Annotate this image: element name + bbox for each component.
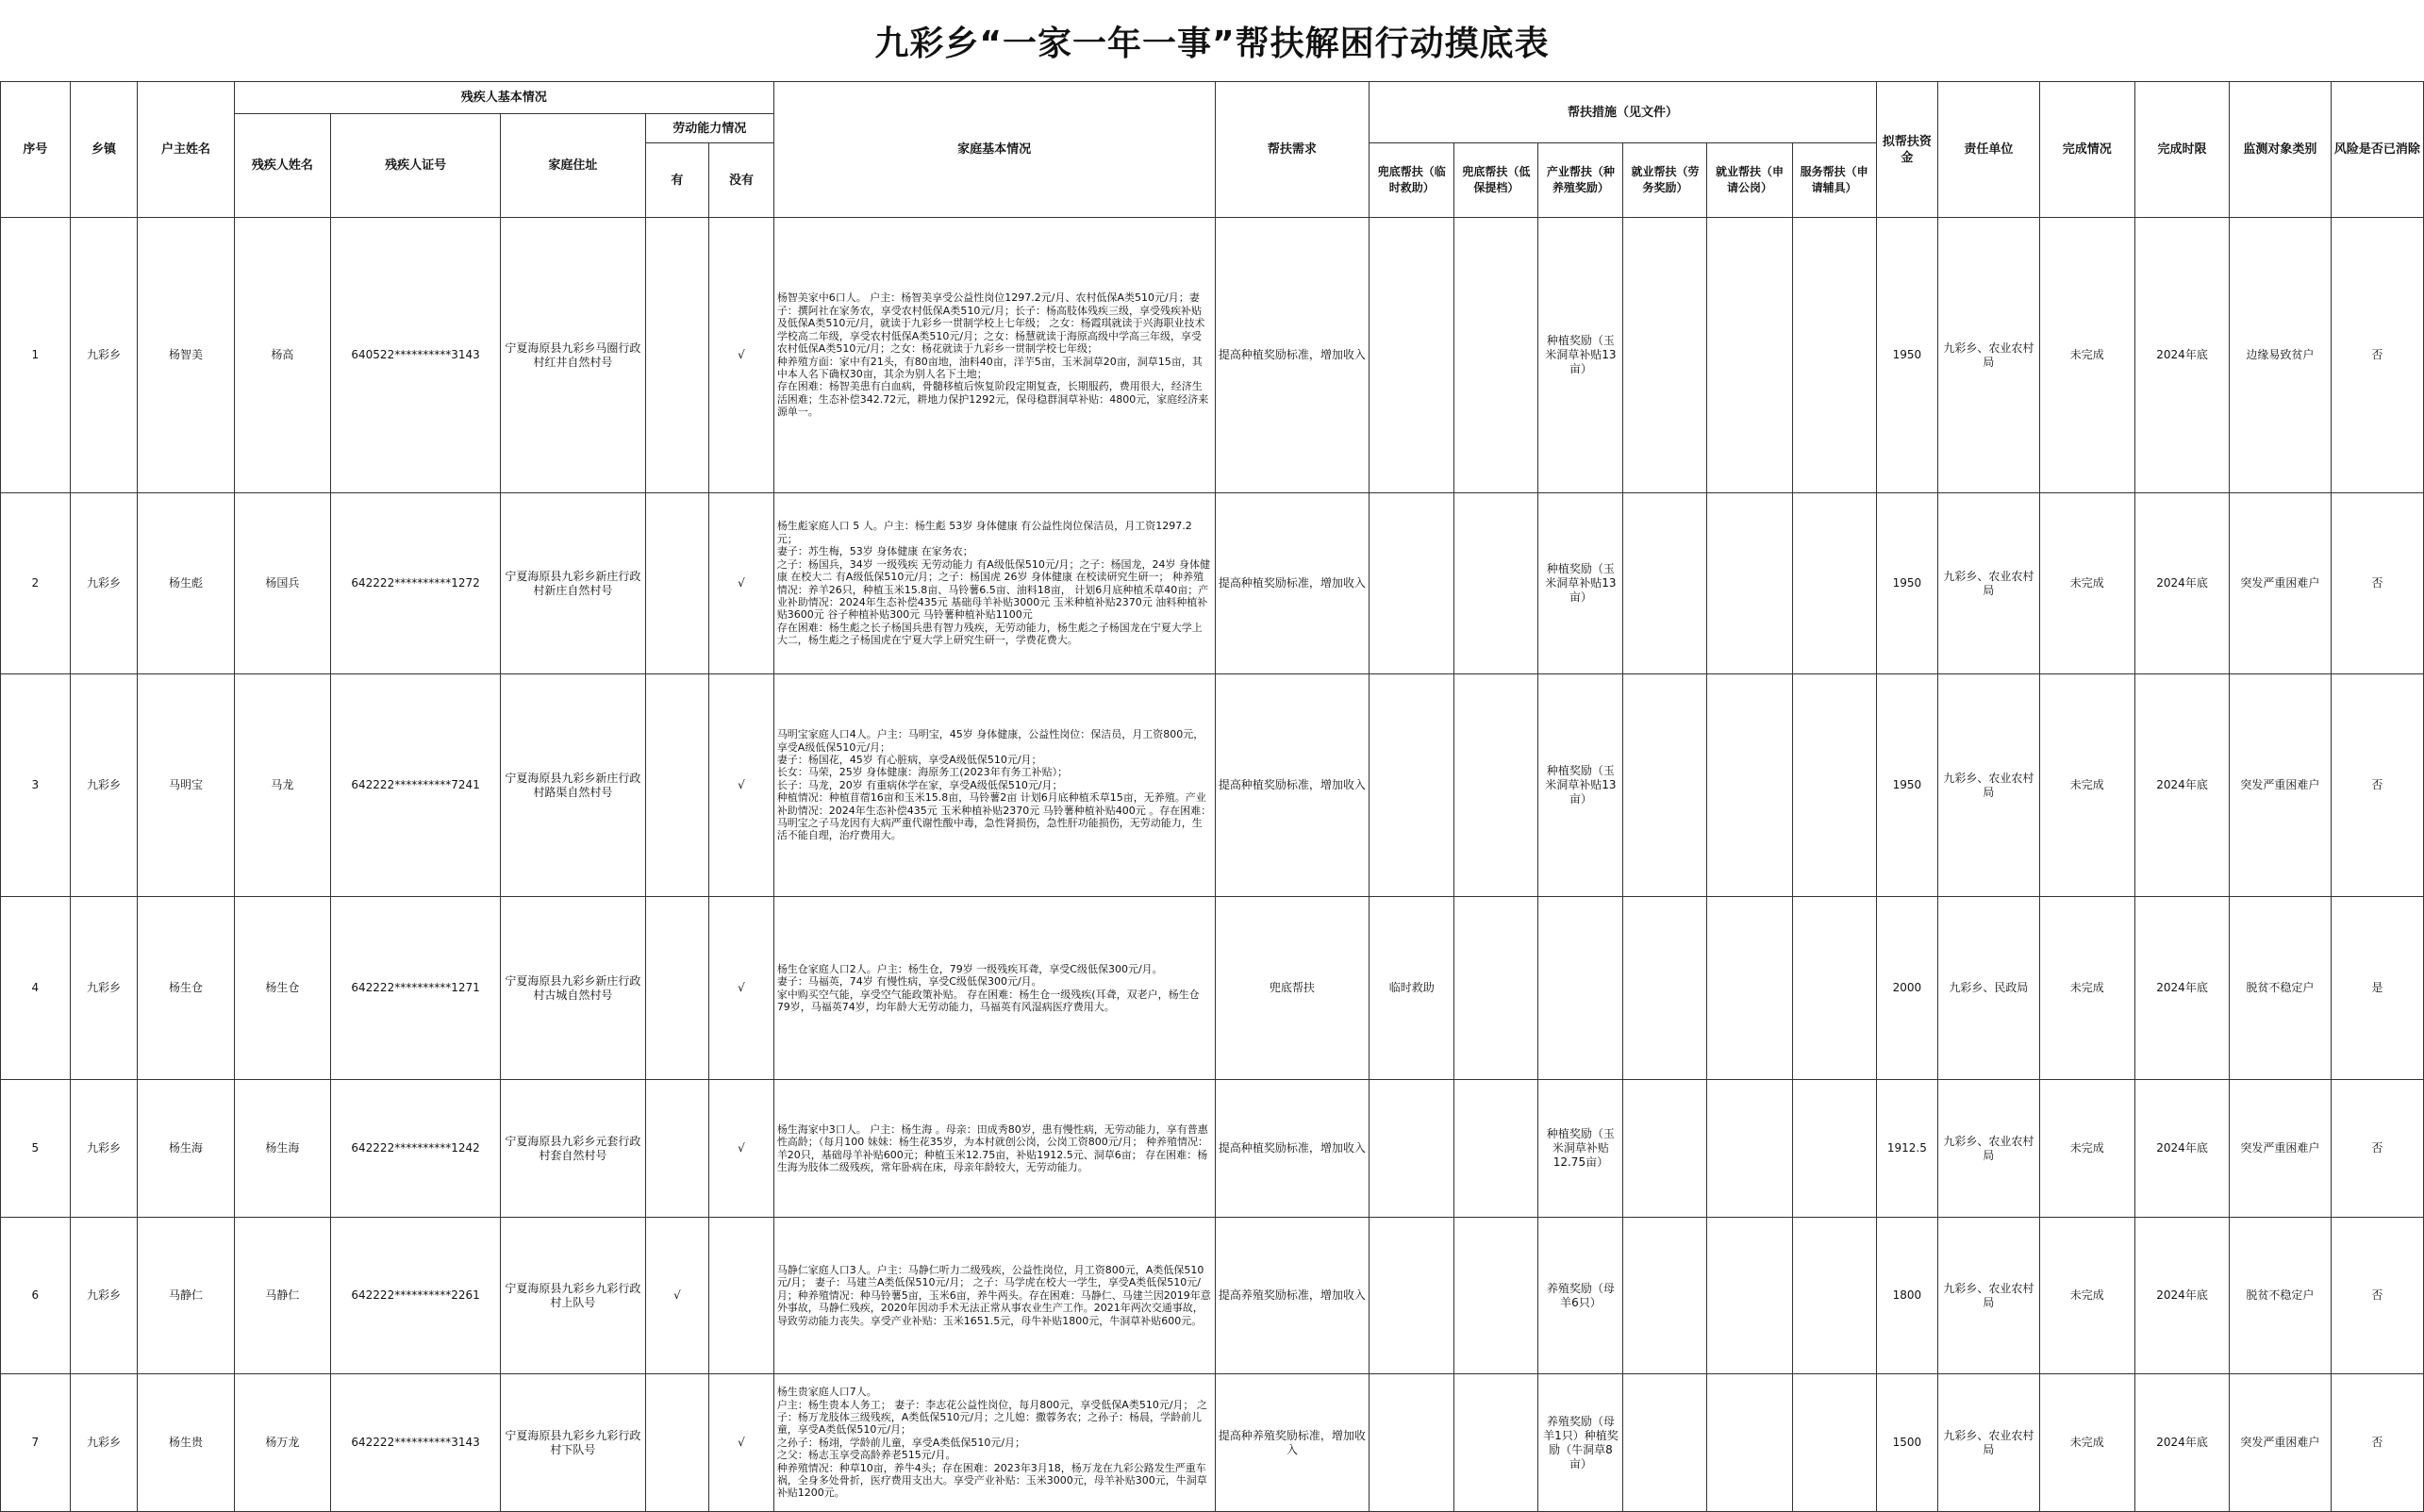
cell-family-info: 杨生仓家庭人口2人。户主：杨生仓，79岁 一级残疾耳聋，享受C级低保300元/月。 妻子：马福英，74岁 有慢性病，享受C级低保300元/月。 家中购买空气能，享受空气能政策补贴。 存在困难：杨生仓一级残疾(耳聋，双老户，杨生仓79岁，马福英74岁，均年龄大无劳动能力，马福英有风湿病医疗费用大。 <box>773 897 1215 1080</box>
cell-address: 宁夏海原县九彩乡九彩行政村下队号 <box>501 1374 646 1512</box>
cell-fund: 1912.5 <box>1876 1080 1938 1218</box>
cell-labor-yes: √ <box>645 1218 709 1374</box>
cell-labor-no <box>709 1218 774 1374</box>
cell-risk: 否 <box>2331 1080 2423 1218</box>
cell-township: 九彩乡 <box>70 493 138 674</box>
cell-fund: 1950 <box>1876 674 1938 897</box>
cell-labor-no: √ <box>709 218 774 493</box>
cell-status: 未完成 <box>2039 218 2134 493</box>
cell-m5 <box>1707 493 1792 674</box>
header-disabled-cert: 残疾人证号 <box>331 114 501 218</box>
cell-head: 马明宝 <box>138 674 234 897</box>
header-labor-no: 没有 <box>709 143 774 218</box>
cell-category: 边缘易致贫户 <box>2230 218 2331 493</box>
header-measure-subsidy-upgrade: 兜底帮扶（低保提档） <box>1454 143 1538 218</box>
cell-category: 突发严重困难户 <box>2230 493 2331 674</box>
header-deadline: 完成时限 <box>2134 82 2229 218</box>
cell-address: 宁夏海原县九彩乡九彩行政村上队号 <box>501 1218 646 1374</box>
cell-disabled-name: 杨万龙 <box>234 1374 330 1512</box>
cell-m5 <box>1707 1218 1792 1374</box>
cell-labor-yes <box>645 218 709 493</box>
cell-need: 提高种植奖励标准，增加收入 <box>1215 674 1370 897</box>
cell-township: 九彩乡 <box>70 1080 138 1218</box>
cell-disabled-name: 杨生海 <box>234 1080 330 1218</box>
cell-deadline: 2024年底 <box>2134 1080 2229 1218</box>
header-seq: 序号 <box>1 82 71 218</box>
cell-family-info: 杨生彪家庭人口 5 人。户主：杨生彪 53岁 身体健康 有公益性岗位保洁员，月工资1297.2元； 妻子：苏生梅，53岁 身体健康 在家务农； 之子：杨国兵，34岁 一级残疾 无劳动能力 有A级低保510元/月；之子：杨国龙，24岁 身体健康 在校大二 有A级低保510元/月；之子：杨国虎 26岁 身体健康 在校读研究生研一； 种养殖情况：养羊26只，种植玉米15.8亩、马铃薯6.5亩、油料18亩， 计划6月底种植禾草40亩；产业补助情况：2024年生态补偿435元 基础母羊补贴3000元 玉米种植补贴2370元 油料种植补贴3600元 谷子种植补贴300元 马铃薯种植补贴1100元 存在困难：杨生彪之长子杨国兵患有智力残疾，无劳动能力，杨生彪之子杨国龙在宁夏大学上大二，杨生彪之子杨国虎在宁夏大学上研究生研一，学费花费大。 <box>773 493 1215 674</box>
cell-seq: 7 <box>1 1374 71 1512</box>
cell-m3 <box>1538 897 1623 1080</box>
cell-status: 未完成 <box>2039 674 2134 897</box>
cell-labor-yes <box>645 493 709 674</box>
cell-seq: 3 <box>1 674 71 897</box>
cell-status: 未完成 <box>2039 1080 2134 1218</box>
cell-deadline: 2024年底 <box>2134 493 2229 674</box>
cell-labor-yes <box>645 897 709 1080</box>
cell-category: 突发严重困难户 <box>2230 1374 2331 1512</box>
cell-address: 宁夏海原县九彩乡元套行政村套自然村号 <box>501 1080 646 1218</box>
cell-unit: 九彩乡、农业农村局 <box>1938 674 2039 897</box>
cell-family-info: 马明宝家庭人口4人。户主：马明宝，45岁 身体健康，公益性岗位：保洁员，月工资800元， 享受A级低保510元/月； 妻子：杨国花，45岁 有心脏病，享受A级低保510元/月； 长女：马荣，25岁 身体健康：海原务工(2023年有务工补贴）； 长子：马龙，20岁 有重病休学在家，享受A级低保510元/月； 种植情况：种植苜蓿16亩和玉米15.8亩，马铃薯2亩 计划6月底种植禾草15亩，无养殖。产业补助情况：2024年生态补偿435元 玉米种植补贴2370元 马铃薯种植补贴400元 。存在困难：马明宝之子马龙因有大病严重代谢性酸中毒，急性肾损伤，急性肝功能损伤，无劳动能力，生活不能自理，治疗费用大。 <box>773 674 1215 897</box>
cell-need: 提高养殖奖励标准，增加收入 <box>1215 1218 1370 1374</box>
cell-township: 九彩乡 <box>70 897 138 1080</box>
cell-labor-no: √ <box>709 897 774 1080</box>
cell-family-info: 杨生海家中3口人。 户主：杨生海 。母亲：田成秀80岁，患有慢性病，无劳动能力，享有普惠性高龄；（每月100 妹妹：杨生花35岁，为本村就创公岗，公岗工资800元/月； 种养殖情况：羊20只，基础母羊补贴600元；种植玉米12.75亩，补贴1912.5元、洞草6亩； 存在困难：杨生海为肢体二级残疾，常年卧病在床，母亲年龄较大，无劳动能力。 <box>773 1080 1215 1218</box>
cell-deadline: 2024年底 <box>2134 1374 2229 1512</box>
page-title: 九彩乡“一家一年一事”帮扶解困行动摸底表 <box>874 24 1550 63</box>
cell-disabled-name: 马龙 <box>234 674 330 897</box>
cell-m2 <box>1454 1374 1538 1512</box>
cell-address: 宁夏海原县九彩乡马圈行政村红井自然村号 <box>501 218 646 493</box>
cell-m3: 养殖奖励（母羊1只）种植奖励（牛洞草8亩） <box>1538 1374 1623 1512</box>
cell-risk: 否 <box>2331 493 2423 674</box>
cell-disabled-name: 杨国兵 <box>234 493 330 674</box>
cell-family-info: 杨智美家中6口人。 户主：杨智美享受公益性岗位1297.2元/月、农村低保A类510元/月；妻子：撰阿社在家务农，享受农村低保A类510元/月；长子：杨高肢体残疾三级，享受残疾补贴及低保A类510元/月，就读于九彩乡一贯制学校上七年级； 之女：杨霞琪就读于兴海职业技术学校高二年级，享受农村低保A类510元/月；之女：杨慧就读于海原高级中学高三年级，享受农村低保A类510元/月；之女：杨花就读于九彩乡一贯制学校七年级； 种养殖方面：家中有21头，有80亩地，油料40亩，洋芋5亩，玉米洞草20亩，洞草15亩，其中本人名下确权30亩，其余为别人名下土地； 存在困难：杨智美患有白血病，骨髓移植后恢复阶段定期复查，长期服药，费用很大，经济生活困难；生态补偿342.72元，耕地力保护1292元，保母稳群洞草补贴：4800元，家庭经济来源单一。 <box>773 218 1215 493</box>
cell-disabled-name: 杨高 <box>234 218 330 493</box>
cell-labor-no: √ <box>709 1374 774 1512</box>
cell-m4 <box>1623 1374 1707 1512</box>
cell-m2 <box>1454 897 1538 1080</box>
header-measure-temporary-aid: 兜底帮扶（临时救助） <box>1370 143 1454 218</box>
header-measure-public-post: 就业帮扶（申请公岗） <box>1707 143 1792 218</box>
header-measure-assistive-device: 服务帮扶（申请辅具） <box>1792 143 1876 218</box>
table-row <box>1 493 2424 674</box>
cell-category: 突发严重困难户 <box>2230 1080 2331 1218</box>
cell-cert: 642222**********1272 <box>331 493 501 674</box>
cell-head: 马静仁 <box>138 1218 234 1374</box>
cell-m1: 临时救助 <box>1370 897 1454 1080</box>
cell-m6 <box>1792 674 1876 897</box>
table-row <box>1 1218 2424 1374</box>
table-row <box>1 1080 2424 1218</box>
cell-unit: 九彩乡、农业农村局 <box>1938 1374 2039 1512</box>
cell-disabled-name: 马静仁 <box>234 1218 330 1374</box>
cell-m4 <box>1623 674 1707 897</box>
cell-m5 <box>1707 218 1792 493</box>
cell-unit: 九彩乡、民政局 <box>1938 897 2039 1080</box>
cell-seq: 6 <box>1 1218 71 1374</box>
cell-unit: 九彩乡、农业农村局 <box>1938 1080 2039 1218</box>
cell-fund: 1500 <box>1876 1374 1938 1512</box>
cell-cert: 642222**********7241 <box>331 674 501 897</box>
header-labor-yes: 有 <box>645 143 709 218</box>
header-measures: 帮扶措施（见文件） <box>1370 82 1876 143</box>
cell-status: 未完成 <box>2039 1218 2134 1374</box>
cell-head: 杨智美 <box>138 218 234 493</box>
cell-township: 九彩乡 <box>70 1218 138 1374</box>
cell-m1 <box>1370 1080 1454 1218</box>
cell-head: 杨生仓 <box>138 897 234 1080</box>
header-measure-industry: 产业帮扶（种养殖奖励） <box>1538 143 1623 218</box>
cell-category: 脱贫不稳定户 <box>2230 897 2331 1080</box>
cell-m3: 种植奖励（玉米洞草补贴13亩） <box>1538 218 1623 493</box>
cell-labor-yes <box>645 674 709 897</box>
cell-head: 杨生贵 <box>138 1374 234 1512</box>
header-risk: 风险是否已消除 <box>2331 82 2423 218</box>
cell-labor-no: √ <box>709 1080 774 1218</box>
header-address: 家庭住址 <box>501 114 646 218</box>
cell-fund: 1950 <box>1876 493 1938 674</box>
cell-need: 提高种植奖励标准，增加收入 <box>1215 493 1370 674</box>
cell-seq: 1 <box>1 218 71 493</box>
cell-m5 <box>1707 1080 1792 1218</box>
cell-m2 <box>1454 1080 1538 1218</box>
cell-m4 <box>1623 897 1707 1080</box>
header-household-head: 户主姓名 <box>138 82 234 218</box>
cell-cert: 640522**********3143 <box>331 218 501 493</box>
cell-address: 宁夏海原县九彩乡新庄行政村路渠自然村号 <box>501 674 646 897</box>
cell-address: 宁夏海原县九彩乡新庄行政村古城自然村号 <box>501 897 646 1080</box>
cell-labor-yes <box>645 1080 709 1218</box>
cell-m6 <box>1792 1080 1876 1218</box>
cell-head: 杨生海 <box>138 1080 234 1218</box>
cell-m5 <box>1707 1374 1792 1512</box>
cell-unit: 九彩乡、农业农村局 <box>1938 493 2039 674</box>
cell-m4 <box>1623 1218 1707 1374</box>
header-unit: 责任单位 <box>1938 82 2039 218</box>
cell-m2 <box>1454 218 1538 493</box>
header-disabled-info: 残疾人基本情况 <box>234 82 773 114</box>
header-labor: 劳动能力情况 <box>645 114 773 143</box>
cell-fund: 1800 <box>1876 1218 1938 1374</box>
cell-m6 <box>1792 897 1876 1080</box>
cell-m1 <box>1370 1374 1454 1512</box>
cell-m4 <box>1623 493 1707 674</box>
cell-risk: 是 <box>2331 897 2423 1080</box>
cell-cert: 642222**********2261 <box>331 1218 501 1374</box>
cell-m3: 种植奖励（玉米洞草补贴12.75亩） <box>1538 1080 1623 1218</box>
table-row <box>1 218 2424 493</box>
cell-m1 <box>1370 218 1454 493</box>
header-fund: 拟帮扶资金 <box>1876 82 1938 218</box>
cell-disabled-name: 杨生仓 <box>234 897 330 1080</box>
table-row <box>1 1374 2424 1512</box>
cell-m6 <box>1792 218 1876 493</box>
cell-address: 宁夏海原县九彩乡新庄行政村新庄自然村号 <box>501 493 646 674</box>
cell-risk: 否 <box>2331 1218 2423 1374</box>
cell-status: 未完成 <box>2039 493 2134 674</box>
cell-m6 <box>1792 493 1876 674</box>
cell-head: 杨生彪 <box>138 493 234 674</box>
cell-township: 九彩乡 <box>70 218 138 493</box>
cell-status: 未完成 <box>2039 897 2134 1080</box>
cell-category: 脱贫不稳定户 <box>2230 1218 2331 1374</box>
cell-m6 <box>1792 1218 1876 1374</box>
cell-family-info: 马静仁家庭人口3人。户主：马静仁听力二级残疾，公益性岗位，月工资800元，A类低保510元/月； 妻子：马建兰A类低保510元/月； 之子：马学虎在校大一学生，享受A类低保510元/月；种养殖情况：种马铃薯5亩，玉米6亩，养牛两头。存在困难：马静仁、马建兰因2019年意外事故，马静仁残疾，2020年因动手术无法正常从事农业生产工作。2021年两次交通事故，导致劳动能力丧失。享受产业补贴：玉米1651.5元，母牛补贴1800元，牛洞草补贴600元。 <box>773 1218 1215 1374</box>
cell-m2 <box>1454 1218 1538 1374</box>
cell-m1 <box>1370 674 1454 897</box>
cell-m5 <box>1707 674 1792 897</box>
cell-need: 提高种植奖励标准，增加收入 <box>1215 1080 1370 1218</box>
cell-m3: 养殖奖励（母羊6只） <box>1538 1218 1623 1374</box>
cell-seq: 2 <box>1 493 71 674</box>
cell-labor-yes <box>645 1374 709 1512</box>
header-disabled-name: 残疾人姓名 <box>234 114 330 218</box>
cell-m3: 种植奖励（玉米洞草补贴13亩） <box>1538 674 1623 897</box>
cell-deadline: 2024年底 <box>2134 897 2229 1080</box>
cell-need: 提高种植奖励标准，增加收入 <box>1215 218 1370 493</box>
header-township: 乡镇 <box>70 82 138 218</box>
survey-table <box>0 81 2424 1512</box>
cell-m4 <box>1623 218 1707 493</box>
cell-risk: 否 <box>2331 674 2423 897</box>
cell-m1 <box>1370 1218 1454 1374</box>
cell-m4 <box>1623 1080 1707 1218</box>
cell-family-info: 杨生贵家庭人口7人。 户主：杨生贵本人务工； 妻子：李志花公益性岗位，每月800元，享受低保A类510元/月； 之子：杨万龙肢体三级残疾，A类低保510元/月；之儿媳：撒蓉务农；之孙子：杨晨，学龄前儿童，享受A类低保510元/月； 之孙子：杨翊，学龄前儿童，享受A类低保510元/月； 之父：杨志玉享受高龄养老515元/月。 种养殖情况：种草10亩，养牛4头；存在困难：2023年3月18，杨万龙在九彩公路发生严重车祸，全身多处骨折，医疗费用支出大。享受产业补贴：玉米3000元，母羊补贴300元，牛洞草补贴1200元。 <box>773 1374 1215 1512</box>
header-need: 帮扶需求 <box>1215 82 1370 218</box>
header-category: 监测对象类别 <box>2230 82 2331 218</box>
cell-deadline: 2024年底 <box>2134 218 2229 493</box>
cell-township: 九彩乡 <box>70 674 138 897</box>
cell-fund: 1950 <box>1876 218 1938 493</box>
header-status: 完成情况 <box>2039 82 2134 218</box>
cell-labor-no: √ <box>709 674 774 897</box>
cell-m5 <box>1707 897 1792 1080</box>
cell-need: 兜底帮扶 <box>1215 897 1370 1080</box>
cell-need: 提高种养殖奖励标准，增加收入 <box>1215 1374 1370 1512</box>
cell-cert: 642222**********1271 <box>331 897 501 1080</box>
header-family-info: 家庭基本情况 <box>773 82 1215 218</box>
cell-seq: 5 <box>1 1080 71 1218</box>
cell-cert: 642222**********3143 <box>331 1374 501 1512</box>
cell-category: 突发严重困难户 <box>2230 674 2331 897</box>
cell-seq: 4 <box>1 897 71 1080</box>
cell-cert: 642222**********1242 <box>331 1080 501 1218</box>
table-row <box>1 897 2424 1080</box>
cell-m2 <box>1454 674 1538 897</box>
cell-m6 <box>1792 1374 1876 1512</box>
cell-unit: 九彩乡、农业农村局 <box>1938 1218 2039 1374</box>
cell-township: 九彩乡 <box>70 1374 138 1512</box>
cell-status: 未完成 <box>2039 1374 2134 1512</box>
cell-m3: 种植奖励（玉米洞草补贴13亩） <box>1538 493 1623 674</box>
cell-unit: 九彩乡、农业农村局 <box>1938 218 2039 493</box>
cell-m2 <box>1454 493 1538 674</box>
cell-fund: 2000 <box>1876 897 1938 1080</box>
cell-risk: 否 <box>2331 218 2423 493</box>
cell-m1 <box>1370 493 1454 674</box>
cell-deadline: 2024年底 <box>2134 1218 2229 1374</box>
cell-deadline: 2024年底 <box>2134 674 2229 897</box>
header-measure-labor-reward: 就业帮扶（劳务奖励） <box>1623 143 1707 218</box>
cell-risk: 否 <box>2331 1374 2423 1512</box>
table-row <box>1 674 2424 897</box>
cell-labor-no: √ <box>709 493 774 674</box>
